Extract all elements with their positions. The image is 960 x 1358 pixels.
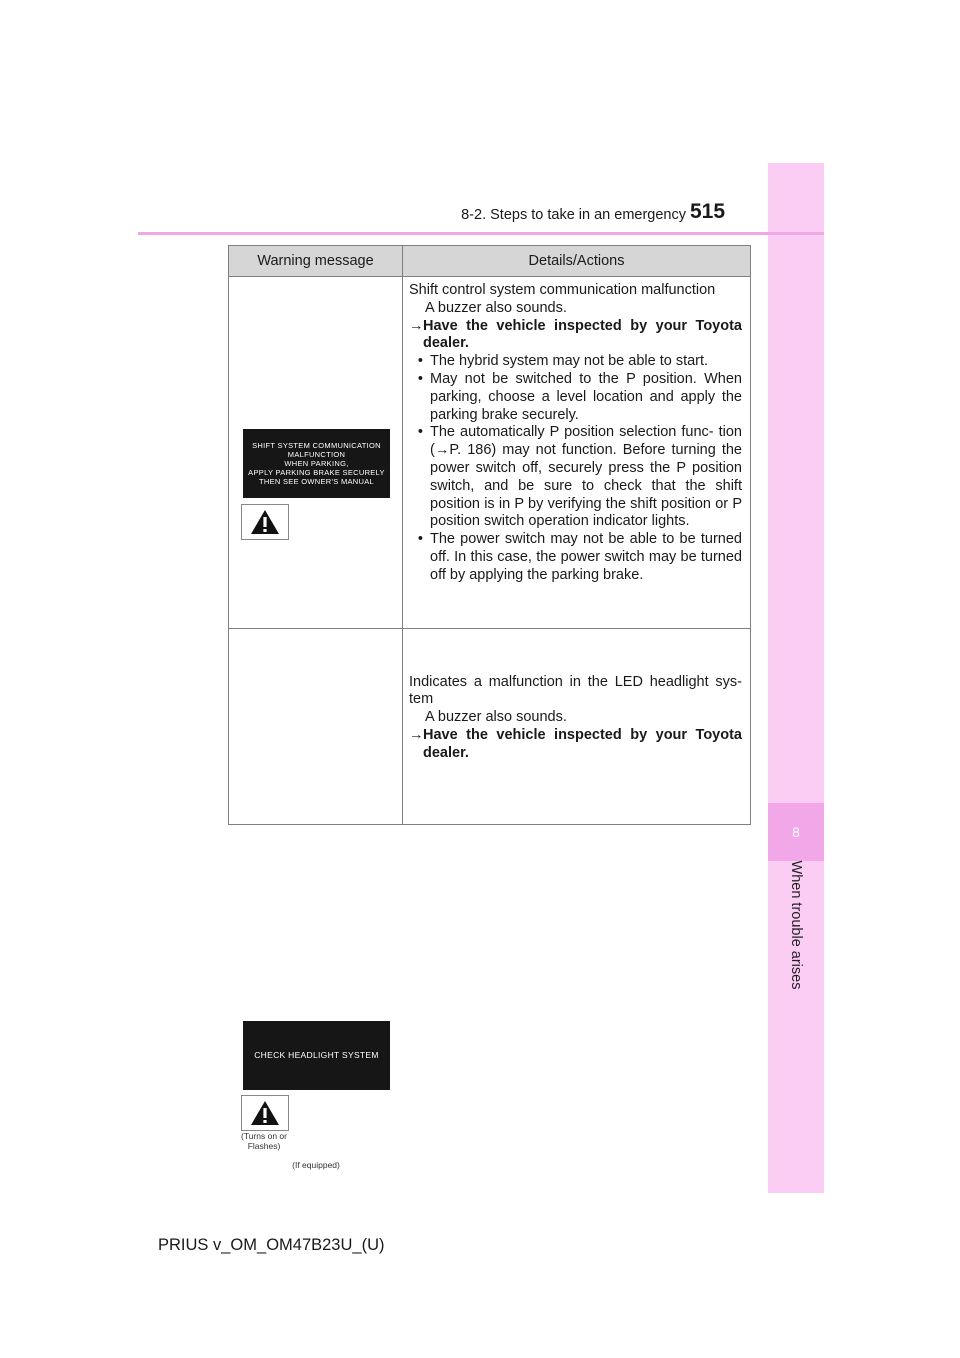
malfunction-title: Indicates a malfunction in the LED headlight sys- tem	[409, 673, 742, 708]
details-cell	[403, 629, 751, 825]
icon-caption: (Turns on or Flashes)	[241, 1131, 287, 1151]
malfunction-title: Shift control system communication malfunction	[409, 282, 716, 298]
list-item	[409, 353, 742, 371]
buzzer-note: A buzzer also sounds.	[425, 709, 567, 726]
header-rule	[138, 232, 824, 235]
shift-system-display	[243, 429, 390, 498]
list-item-text: The power switch may not be able to be turned off. In this case, the power switch may be turned off by applying the parking brake.	[430, 531, 742, 583]
table-row	[229, 277, 751, 629]
display-line: MALFUNCTION	[287, 450, 346, 459]
action-text: Have the vehicle inspected by your Toyota dealer.	[423, 317, 742, 352]
list-item-text: May not be switched to the P position. When parking, choose a level location and apply the parking brake securely.	[430, 370, 742, 423]
column-header-warning: Warning message	[229, 246, 403, 277]
bullet-icon: •	[417, 353, 423, 370]
chapter-number: 8	[768, 803, 824, 861]
list-item	[409, 424, 742, 531]
display-line: SHIFT SYSTEM COMMUNICATION	[252, 441, 381, 450]
list-item-text: The automatically P position selection func- tion (→P. 186) may not function. Before turning the power switch off, securely press the P position switch, and be sure to check that the shift position is in P by verifying the shift position or P position switch operation indicator lights.	[430, 424, 742, 530]
warning-cell	[229, 277, 403, 629]
list-item-text: The hybrid system may not be able to start.	[430, 353, 709, 370]
model-code: PRIUS v_OM_OM47B23U_(U)	[158, 1236, 385, 1254]
action-text: Have the vehicle inspected by your Toyota dealer.	[423, 726, 742, 761]
list-item	[409, 531, 742, 584]
warning-triangle-icon	[241, 504, 289, 540]
arrow-icon: →	[409, 317, 424, 334]
warning-cell	[229, 629, 403, 1170]
display-line: THEN SEE OWNER'S MANUAL	[258, 477, 374, 486]
action-line	[409, 727, 742, 763]
column-header-details: Details/Actions	[403, 246, 751, 277]
bullet-icon: •	[417, 424, 423, 441]
details-cell	[403, 277, 751, 629]
arrow-icon: →	[409, 726, 424, 743]
page-number: 515	[690, 200, 726, 223]
chapter-label: When trouble arises	[788, 860, 804, 990]
section-title: 8-2. Steps to take in an emergency	[461, 207, 686, 223]
display-line: WHEN PARKING,	[284, 459, 349, 468]
warning-table	[228, 245, 751, 1170]
table-row	[229, 629, 751, 825]
display-line: CHECK HEADLIGHT SYSTEM	[254, 1050, 379, 1060]
equipped-caption: (If equipped)	[292, 1160, 340, 1170]
warning-triangle-icon	[241, 1095, 289, 1131]
display-line: APPLY PARKING BRAKE SECURELY	[248, 468, 385, 477]
bullet-icon: •	[417, 370, 423, 387]
bullet-icon: •	[417, 531, 423, 548]
action-line	[409, 318, 742, 354]
side-tab	[768, 163, 824, 1193]
buzzer-note: A buzzer also sounds.	[425, 299, 567, 316]
list-item	[409, 371, 742, 424]
headlight-system-display	[243, 1021, 390, 1090]
